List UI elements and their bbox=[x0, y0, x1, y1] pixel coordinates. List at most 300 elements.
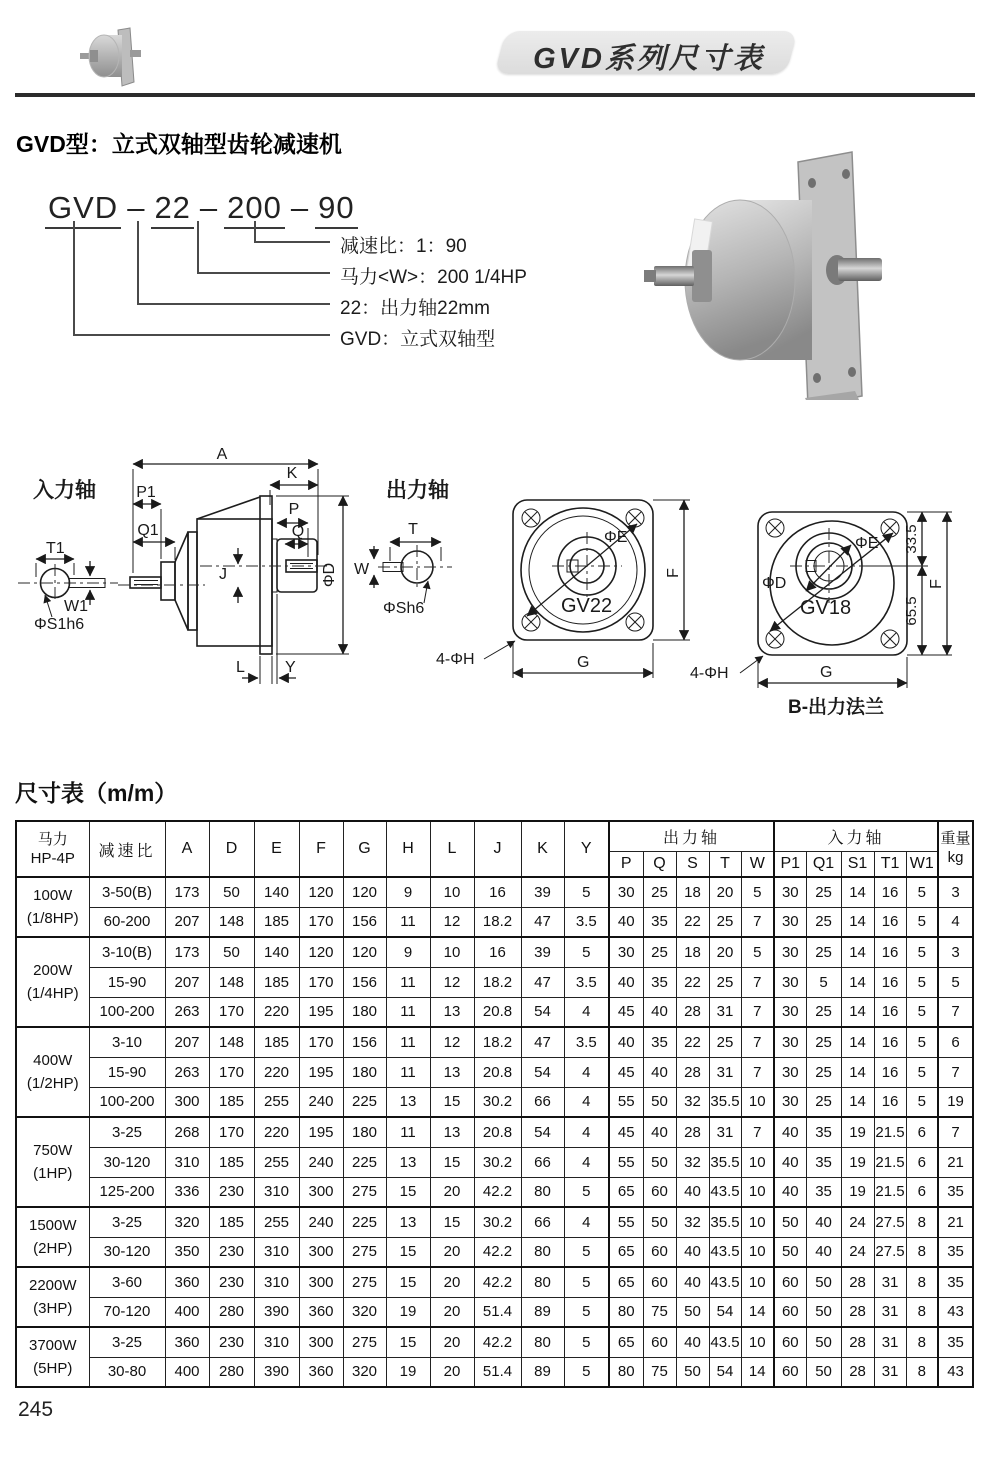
value-cell: 4 bbox=[564, 1117, 609, 1147]
value-cell: 310 bbox=[165, 1147, 209, 1177]
gearbox-side-view bbox=[118, 446, 349, 684]
header-sub-t: T bbox=[709, 851, 741, 877]
ratio-cell: 3-10(B) bbox=[89, 937, 165, 967]
model-segment: GVD bbox=[45, 190, 121, 229]
model-dash: – bbox=[199, 190, 219, 225]
value-cell: 390 bbox=[254, 1297, 299, 1327]
header-col-y: Y bbox=[564, 821, 609, 877]
value-cell: 20 bbox=[709, 877, 741, 907]
value-cell: 275 bbox=[343, 1327, 386, 1357]
value-cell: 30.2 bbox=[474, 1207, 521, 1237]
value-cell: 8 bbox=[906, 1267, 938, 1297]
value-cell: 25 bbox=[709, 1027, 741, 1057]
value-cell: 8 bbox=[906, 1237, 938, 1267]
value-cell: 10 bbox=[741, 1267, 774, 1297]
power-cell: 200W (1/4HP) bbox=[16, 937, 89, 1027]
table-row bbox=[16, 1267, 973, 1297]
dim-label-33-5: 33.5 bbox=[903, 524, 920, 554]
value-cell: 39 bbox=[521, 877, 564, 907]
value-cell: 51.4 bbox=[474, 1297, 521, 1327]
value-cell: 54 bbox=[521, 1117, 564, 1147]
value-cell: 30 bbox=[609, 937, 643, 967]
callout-shaft: 22：出力轴22mm bbox=[340, 298, 490, 319]
header-col-l: L bbox=[430, 821, 474, 877]
header-col-k: K bbox=[521, 821, 564, 877]
value-cell: 50 bbox=[209, 877, 254, 907]
value-cell: 42.2 bbox=[474, 1267, 521, 1297]
value-cell: 185 bbox=[209, 1087, 254, 1117]
value-cell: 195 bbox=[299, 1057, 343, 1087]
value-cell: 10 bbox=[741, 1207, 774, 1237]
value-cell: 35 bbox=[938, 1327, 973, 1357]
value-cell: 310 bbox=[254, 1327, 299, 1357]
value-cell: 4 bbox=[938, 907, 973, 937]
table-row bbox=[16, 1117, 973, 1147]
page-title: GVD系列尺寸表 bbox=[533, 43, 765, 75]
value-cell: 80 bbox=[521, 1177, 564, 1207]
model-segment: 200 bbox=[224, 190, 285, 229]
value-cell: 195 bbox=[299, 997, 343, 1027]
value-cell: 10 bbox=[741, 1327, 774, 1357]
value-cell: 47 bbox=[521, 907, 564, 937]
value-cell: 13 bbox=[430, 997, 474, 1027]
value-cell: 30.2 bbox=[474, 1147, 521, 1177]
value-cell: 16 bbox=[874, 907, 906, 937]
table-row bbox=[16, 1237, 973, 1267]
value-cell: 5 bbox=[906, 1087, 938, 1117]
value-cell: 31 bbox=[874, 1267, 906, 1297]
value-cell: 27.5 bbox=[874, 1207, 906, 1237]
value-cell: 25 bbox=[806, 997, 841, 1027]
ratio-cell: 3-10 bbox=[89, 1027, 165, 1057]
value-cell: 16 bbox=[874, 877, 906, 907]
value-cell: 7 bbox=[741, 1057, 774, 1087]
power-cell: 2200W (3HP) bbox=[16, 1267, 89, 1327]
value-cell: 80 bbox=[521, 1267, 564, 1297]
value-cell: 39 bbox=[521, 937, 564, 967]
ratio-cell: 30-120 bbox=[89, 1237, 165, 1267]
table-row bbox=[16, 1147, 973, 1177]
value-cell: 230 bbox=[209, 1177, 254, 1207]
value-cell: 16 bbox=[474, 937, 521, 967]
value-cell: 5 bbox=[564, 1357, 609, 1387]
value-cell: 275 bbox=[343, 1267, 386, 1297]
value-cell: 16 bbox=[874, 967, 906, 997]
value-cell: 40 bbox=[806, 1207, 841, 1237]
value-cell: 19 bbox=[386, 1357, 430, 1387]
value-cell: 195 bbox=[299, 1117, 343, 1147]
value-cell: 148 bbox=[209, 907, 254, 937]
value-cell: 55 bbox=[609, 1147, 643, 1177]
ratio-cell: 15-90 bbox=[89, 1057, 165, 1087]
dim-label-s1h6: ΦS1h6 bbox=[34, 616, 85, 633]
value-cell: 43.5 bbox=[709, 1237, 741, 1267]
value-cell: 18 bbox=[676, 877, 709, 907]
value-cell: 15 bbox=[386, 1267, 430, 1297]
value-cell: 35 bbox=[806, 1177, 841, 1207]
value-cell: 156 bbox=[343, 967, 386, 997]
model-dash: – bbox=[290, 190, 310, 225]
value-cell: 54 bbox=[521, 1057, 564, 1087]
value-cell: 207 bbox=[165, 907, 209, 937]
table-row bbox=[16, 1297, 973, 1327]
header-power bbox=[16, 821, 89, 877]
output-shaft bbox=[838, 258, 882, 281]
value-cell: 10 bbox=[741, 1237, 774, 1267]
value-cell: 28 bbox=[676, 1117, 709, 1147]
value-cell: 25 bbox=[806, 1027, 841, 1057]
value-cell: 14 bbox=[841, 1057, 874, 1087]
value-cell: 5 bbox=[564, 1177, 609, 1207]
value-cell: 170 bbox=[209, 997, 254, 1027]
value-cell: 60 bbox=[643, 1327, 676, 1357]
value-cell: 10 bbox=[741, 1177, 774, 1207]
value-cell: 350 bbox=[165, 1237, 209, 1267]
value-cell: 40 bbox=[774, 1177, 806, 1207]
value-cell: 170 bbox=[299, 907, 343, 937]
dim-label-phid: ΦD bbox=[762, 575, 787, 592]
value-cell: 43 bbox=[938, 1297, 973, 1327]
value-cell: 30 bbox=[774, 967, 806, 997]
dim-label-w1: W1 bbox=[64, 598, 88, 615]
value-cell: 47 bbox=[521, 1027, 564, 1057]
value-cell: 80 bbox=[609, 1357, 643, 1387]
value-cell: 22 bbox=[676, 967, 709, 997]
output-shaft-title: 出力轴 bbox=[386, 479, 449, 502]
value-cell: 50 bbox=[676, 1297, 709, 1327]
value-cell: 4 bbox=[564, 997, 609, 1027]
value-cell: 19 bbox=[386, 1297, 430, 1327]
ratio-cell: 100-200 bbox=[89, 997, 165, 1027]
value-cell: 300 bbox=[299, 1267, 343, 1297]
value-cell: 25 bbox=[806, 1057, 841, 1087]
value-cell: 240 bbox=[299, 1207, 343, 1237]
value-cell: 25 bbox=[806, 1087, 841, 1117]
value-cell: 280 bbox=[209, 1357, 254, 1387]
value-cell: 5 bbox=[564, 1267, 609, 1297]
header-weight-line2: kg bbox=[947, 849, 964, 866]
value-cell: 4 bbox=[564, 1147, 609, 1177]
value-cell: 230 bbox=[209, 1327, 254, 1357]
value-cell: 35.5 bbox=[709, 1207, 741, 1237]
value-cell: 13 bbox=[430, 1057, 474, 1087]
value-cell: 156 bbox=[343, 907, 386, 937]
dim-label-t1: T1 bbox=[46, 540, 65, 557]
table-row bbox=[16, 877, 973, 907]
value-cell: 5 bbox=[906, 907, 938, 937]
value-cell: 14 bbox=[841, 967, 874, 997]
value-cell: 30 bbox=[774, 1027, 806, 1057]
gv22-flange-view bbox=[436, 500, 690, 678]
value-cell: 320 bbox=[343, 1297, 386, 1327]
value-cell: 14 bbox=[841, 1087, 874, 1117]
value-cell: 16 bbox=[874, 1027, 906, 1057]
ratio-cell: 3-25 bbox=[89, 1207, 165, 1237]
dim-label-t: T bbox=[408, 521, 418, 538]
value-cell: 40 bbox=[676, 1177, 709, 1207]
value-cell: 5 bbox=[564, 1327, 609, 1357]
value-cell: 35 bbox=[643, 1027, 676, 1057]
value-cell: 12 bbox=[430, 1027, 474, 1057]
value-cell: 7 bbox=[741, 1117, 774, 1147]
value-cell: 35.5 bbox=[709, 1147, 741, 1177]
value-cell: 11 bbox=[386, 1027, 430, 1057]
power-cell: 3700W (5HP) bbox=[16, 1327, 89, 1387]
value-cell: 11 bbox=[386, 1117, 430, 1147]
value-cell: 20 bbox=[430, 1357, 474, 1387]
value-cell: 40 bbox=[774, 1147, 806, 1177]
header-sub-p: P bbox=[609, 851, 643, 877]
value-cell: 16 bbox=[874, 997, 906, 1027]
ratio-cell: 100-200 bbox=[89, 1087, 165, 1117]
value-cell: 400 bbox=[165, 1357, 209, 1387]
value-cell: 40 bbox=[643, 1117, 676, 1147]
value-cell: 14 bbox=[841, 907, 874, 937]
header-sub-t1: T1 bbox=[874, 851, 906, 877]
page-number: 245 bbox=[18, 1398, 54, 1421]
dim-label-f: F bbox=[928, 579, 945, 589]
value-cell: 28 bbox=[841, 1297, 874, 1327]
value-cell: 185 bbox=[254, 1027, 299, 1057]
value-cell: 30 bbox=[609, 877, 643, 907]
value-cell: 5 bbox=[906, 967, 938, 997]
header-sub-q: Q bbox=[643, 851, 676, 877]
value-cell: 7 bbox=[741, 967, 774, 997]
value-cell: 7 bbox=[938, 997, 973, 1027]
value-cell: 80 bbox=[521, 1237, 564, 1267]
dim-label-j: J bbox=[219, 566, 227, 583]
value-cell: 50 bbox=[806, 1297, 841, 1327]
value-cell: 30 bbox=[774, 907, 806, 937]
value-cell: 207 bbox=[165, 967, 209, 997]
input-shaft-detail bbox=[18, 478, 118, 633]
value-cell: 50 bbox=[806, 1357, 841, 1387]
value-cell: 89 bbox=[521, 1297, 564, 1327]
header-col-h: H bbox=[386, 821, 430, 877]
value-cell: 220 bbox=[254, 1117, 299, 1147]
value-cell: 20 bbox=[430, 1327, 474, 1357]
header-divider bbox=[15, 93, 975, 97]
value-cell: 310 bbox=[254, 1267, 299, 1297]
input-shaft-title: 入力轴 bbox=[33, 479, 96, 502]
value-cell: 207 bbox=[165, 1027, 209, 1057]
value-cell: 18.2 bbox=[474, 907, 521, 937]
dim-label-l: L bbox=[236, 659, 245, 676]
table-row bbox=[16, 1207, 973, 1237]
dim-label-y: Y bbox=[285, 659, 296, 676]
value-cell: 263 bbox=[165, 997, 209, 1027]
value-cell: 6 bbox=[906, 1117, 938, 1147]
value-cell: 19 bbox=[841, 1177, 874, 1207]
value-cell: 16 bbox=[874, 1087, 906, 1117]
value-cell: 21 bbox=[938, 1147, 973, 1177]
header-col-j: J bbox=[474, 821, 521, 877]
value-cell: 170 bbox=[209, 1057, 254, 1087]
value-cell: 170 bbox=[299, 1027, 343, 1057]
value-cell: 25 bbox=[806, 937, 841, 967]
value-cell: 75 bbox=[643, 1297, 676, 1327]
value-cell: 180 bbox=[343, 1117, 386, 1147]
value-cell: 21.5 bbox=[874, 1177, 906, 1207]
value-cell: 13 bbox=[386, 1087, 430, 1117]
output-shaft-detail bbox=[354, 478, 452, 617]
model-label-gv22: GV22 bbox=[561, 595, 613, 617]
value-cell: 28 bbox=[841, 1327, 874, 1357]
value-cell: 31 bbox=[874, 1357, 906, 1387]
header-col-f: F bbox=[299, 821, 343, 877]
value-cell: 19 bbox=[841, 1147, 874, 1177]
header-power-line2: HP-4P bbox=[30, 850, 75, 867]
value-cell: 11 bbox=[386, 967, 430, 997]
value-cell: 65 bbox=[609, 1327, 643, 1357]
value-cell: 65 bbox=[609, 1177, 643, 1207]
header-sub-w: W bbox=[741, 851, 774, 877]
value-cell: 21.5 bbox=[874, 1117, 906, 1147]
value-cell: 220 bbox=[254, 997, 299, 1027]
value-cell: 54 bbox=[709, 1357, 741, 1387]
model-segment: 22 bbox=[151, 190, 193, 229]
value-cell: 42.2 bbox=[474, 1177, 521, 1207]
value-cell: 60 bbox=[774, 1327, 806, 1357]
value-cell: 20 bbox=[709, 937, 741, 967]
dim-label-w: W bbox=[354, 561, 370, 578]
value-cell: 255 bbox=[254, 1207, 299, 1237]
value-cell: 35 bbox=[806, 1147, 841, 1177]
value-cell: 35 bbox=[643, 967, 676, 997]
table-row bbox=[16, 907, 973, 937]
value-cell: 22 bbox=[676, 1027, 709, 1057]
dim-label-65-5: 65.5 bbox=[903, 596, 920, 626]
dim-label-q1: Q1 bbox=[137, 522, 159, 539]
value-cell: 120 bbox=[299, 877, 343, 907]
section-title: GVD型：立式双轴型齿轮减速机 bbox=[16, 131, 342, 157]
value-cell: 15 bbox=[386, 1177, 430, 1207]
value-cell: 185 bbox=[209, 1147, 254, 1177]
value-cell: 21.5 bbox=[874, 1147, 906, 1177]
value-cell: 50 bbox=[643, 1087, 676, 1117]
value-cell: 35 bbox=[938, 1177, 973, 1207]
table-row bbox=[16, 1327, 973, 1357]
value-cell: 35 bbox=[938, 1237, 973, 1267]
value-cell: 275 bbox=[343, 1177, 386, 1207]
value-cell: 35 bbox=[643, 907, 676, 937]
value-cell: 54 bbox=[709, 1297, 741, 1327]
value-cell: 31 bbox=[874, 1327, 906, 1357]
value-cell: 25 bbox=[643, 937, 676, 967]
value-cell: 255 bbox=[254, 1147, 299, 1177]
callout-ratio: 减速比：1：90 bbox=[340, 236, 467, 257]
header-ratio: 减速比 bbox=[89, 821, 165, 877]
value-cell: 40 bbox=[676, 1237, 709, 1267]
value-cell: 15 bbox=[386, 1237, 430, 1267]
value-cell: 180 bbox=[343, 997, 386, 1027]
value-cell: 275 bbox=[343, 1237, 386, 1267]
value-cell: 40 bbox=[676, 1327, 709, 1357]
value-cell: 31 bbox=[709, 1057, 741, 1087]
value-cell: 14 bbox=[741, 1297, 774, 1327]
value-cell: 5 bbox=[564, 937, 609, 967]
value-cell: 5 bbox=[938, 967, 973, 997]
value-cell: 300 bbox=[165, 1087, 209, 1117]
value-cell: 5 bbox=[741, 937, 774, 967]
value-cell: 18.2 bbox=[474, 967, 521, 997]
value-cell: 42.2 bbox=[474, 1237, 521, 1267]
value-cell: 30 bbox=[774, 877, 806, 907]
value-cell: 7 bbox=[741, 1027, 774, 1057]
value-cell: 120 bbox=[343, 937, 386, 967]
value-cell: 55 bbox=[609, 1207, 643, 1237]
value-cell: 32 bbox=[676, 1207, 709, 1237]
value-cell: 65 bbox=[609, 1237, 643, 1267]
header-col-d: D bbox=[209, 821, 254, 877]
value-cell: 60 bbox=[643, 1237, 676, 1267]
value-cell: 60 bbox=[774, 1267, 806, 1297]
value-cell: 220 bbox=[254, 1057, 299, 1087]
value-cell: 60 bbox=[643, 1177, 676, 1207]
value-cell: 30 bbox=[774, 997, 806, 1027]
dim-label-q: Q bbox=[291, 523, 305, 540]
value-cell: 40 bbox=[609, 967, 643, 997]
value-cell: 30 bbox=[774, 1057, 806, 1087]
dim-label-k: K bbox=[286, 465, 298, 482]
value-cell: 336 bbox=[165, 1177, 209, 1207]
value-cell: 50 bbox=[676, 1357, 709, 1387]
value-cell: 35.5 bbox=[709, 1087, 741, 1117]
power-cell: 400W (1/2HP) bbox=[16, 1027, 89, 1117]
value-cell: 80 bbox=[609, 1297, 643, 1327]
product-photo bbox=[640, 150, 890, 400]
value-cell: 10 bbox=[741, 1147, 774, 1177]
header-col-e: E bbox=[254, 821, 299, 877]
table-row bbox=[16, 1357, 973, 1387]
value-cell: 240 bbox=[299, 1147, 343, 1177]
value-cell: 50 bbox=[806, 1267, 841, 1297]
value-cell: 225 bbox=[343, 1147, 386, 1177]
gv18-flange-view bbox=[690, 512, 952, 718]
technical-drawings bbox=[0, 445, 990, 730]
value-cell: 360 bbox=[165, 1327, 209, 1357]
value-cell: 310 bbox=[254, 1177, 299, 1207]
value-cell: 31 bbox=[874, 1297, 906, 1327]
value-cell: 30 bbox=[774, 1087, 806, 1117]
value-cell: 30.2 bbox=[474, 1087, 521, 1117]
table-row bbox=[16, 967, 973, 997]
value-cell: 40 bbox=[643, 997, 676, 1027]
value-cell: 7 bbox=[938, 1117, 973, 1147]
value-cell: 13 bbox=[386, 1207, 430, 1237]
value-cell: 55 bbox=[609, 1087, 643, 1117]
header-sub-s: S bbox=[676, 851, 709, 877]
value-cell: 230 bbox=[209, 1267, 254, 1297]
value-cell: 8 bbox=[906, 1327, 938, 1357]
value-cell: 21 bbox=[938, 1207, 973, 1237]
value-cell: 263 bbox=[165, 1057, 209, 1087]
value-cell: 10 bbox=[430, 937, 474, 967]
value-cell: 16 bbox=[474, 877, 521, 907]
value-cell: 20.8 bbox=[474, 1057, 521, 1087]
table-row bbox=[16, 1177, 973, 1207]
dim-label-phie: ΦE bbox=[604, 529, 628, 546]
value-cell: 75 bbox=[643, 1357, 676, 1387]
value-cell: 140 bbox=[254, 937, 299, 967]
value-cell: 14 bbox=[841, 997, 874, 1027]
value-cell: 50 bbox=[209, 937, 254, 967]
value-cell: 35 bbox=[806, 1117, 841, 1147]
value-cell: 12 bbox=[430, 907, 474, 937]
value-cell: 31 bbox=[709, 997, 741, 1027]
value-cell: 20 bbox=[430, 1267, 474, 1297]
value-cell: 5 bbox=[906, 937, 938, 967]
